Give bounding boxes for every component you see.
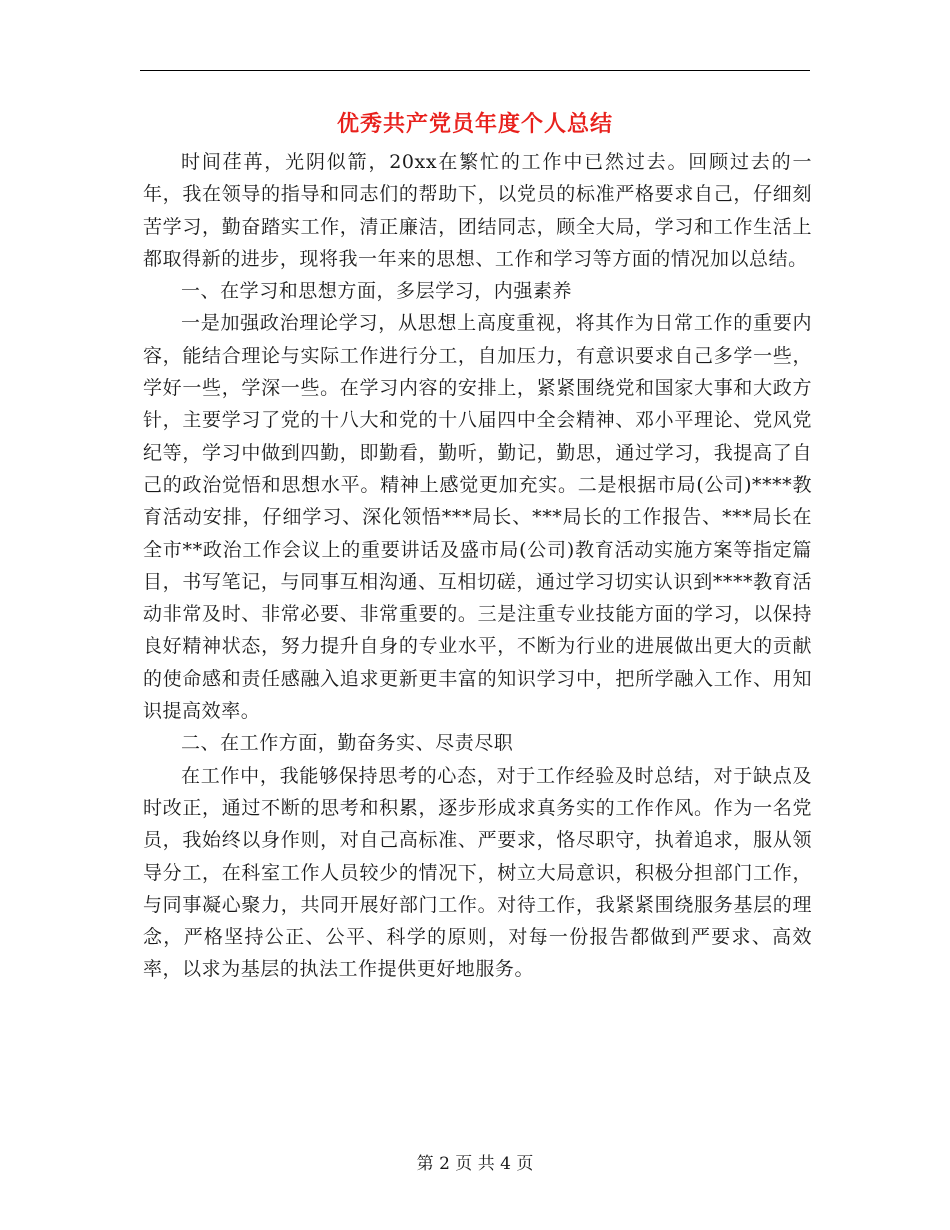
section-heading-study: 一、在学习和思想方面，多层学习，内强素养 <box>181 280 573 303</box>
document-title: 优秀共产党员年度个人总结 <box>336 111 613 137</box>
work-paragraph: 在工作中，我能够保持思考的心态，对于工作经验及时总结，对于缺点及时改正，通过不断的思考和积累，逐步形成求真务实的工作作风。作为一名党员，我始终以身作则，对自己高标准、严要求，恪尽职守，执着追求，服从领导分工，在科室工作人员较少的情况下，树立大局意识，积极分担部门工作，与同事凝心聚力，共同开展好部门工作。对待工作，我紧紧围绕服务基层的理念，严格坚持公正、公平、科学的原则，对每一份报告都做到严要求、高效率，以求为基层的执法工作提供更好地服务。 <box>143 764 812 981</box>
page-number-footer: 第 2 页 共 4 页 <box>416 1154 534 1174</box>
study-paragraph: 一是加强政治理论学习，从思想上高度重视，将其作为日常工作的重要内容，能结合理论与实际工作进行分工，自加压力，有意识要求自己多学一些，学好一些，学深一些。在学习内容的安排上，紧紧围绕党和国家大事和大政方针，主要学习了党的十八大和党的十八届四中全会精神、邓小平理论、党风党纪等，学习中做到四勤，即勤看，勤听，勤记，勤思，通过学习，我提高了自己的政治觉悟和思想水平。精神上感觉更加充实。二是根据市局(公司)****教育活动安排，仔细学习、深化领悟***局长、***局长的工作报告、***局长在全市**政治工作会议上的重要讲话及盛市局(公司)教育活动实施方案等指定篇目，书写笔记，与同事互相沟通、互相切磋，通过学习切实认识到****教育活动非常及时、非常必要、非常重要的。三是注重专业技能方面的学习，以保持良好精神状态，努力提升自身的专业水平，不断为行业的进展做出更大的贡献的使命感和责任感融入追求更新更丰富的知识学习中，把所学融入工作、用知识提高效率。 <box>143 312 812 723</box>
document-body <box>143 146 812 986</box>
intro-paragraph: 时间荏苒，光阴似箭，20xx在繁忙的工作中已然过去。回顾过去的一年，我在领导的指导和同志们的帮助下，以党员的标准严格要求自己，仔细刻苦学习，勤奋踏实工作，清正廉洁，团结同志，顾全大局，学习和工作生活上都取得新的进步，现将我一年来的思想、工作和学习等方面的情况加以总结。 <box>143 151 812 270</box>
header-rule <box>140 70 810 71</box>
section-heading-work: 二、在工作方面，勤奋务实、尽责尽职 <box>181 732 514 755</box>
